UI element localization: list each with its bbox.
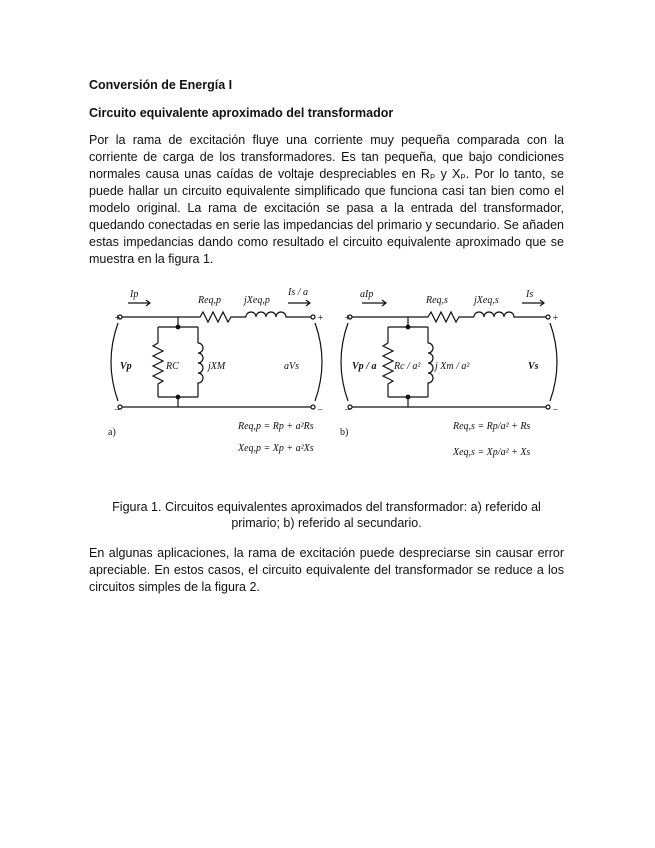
label-b: b) bbox=[340, 427, 349, 438]
inductor-b-series bbox=[474, 312, 546, 317]
terminal-b-out-top bbox=[546, 315, 550, 319]
label-b-x-shunt: j Xm / a² bbox=[435, 361, 470, 372]
label-b-v-in: Vp / a bbox=[352, 361, 377, 372]
sign-a-plus-out: + bbox=[317, 313, 324, 324]
circuit-diagrams bbox=[108, 283, 558, 468]
label-a-x-shunt: jXM bbox=[208, 361, 226, 372]
label-b-r-shunt: Rc / a² bbox=[394, 361, 421, 372]
sign-b-minus-in: − bbox=[344, 405, 351, 416]
equation-a-1: Req,p = Rp + a²Rs bbox=[238, 421, 314, 432]
label-a-v-out: aVs bbox=[284, 361, 299, 372]
terminal-a-out-bottom bbox=[311, 405, 315, 409]
label-a: a) bbox=[108, 427, 116, 438]
node-a-bottom bbox=[176, 395, 180, 399]
section-title: Circuito equivalente aproximado del transformador bbox=[89, 106, 394, 120]
paragraph-2: En algunas aplicaciones, la rama de excitación puede despreciarse sin causar error apreciable. En estos casos, el circuito equivalente del transformador se reduce a los circuitos simples de la figura 2. bbox=[89, 545, 564, 594]
inductor-b-shunt bbox=[428, 343, 433, 387]
inductor-a-shunt bbox=[198, 343, 203, 387]
label-a-r-series: Req,p bbox=[198, 295, 222, 306]
terminal-a-out-top bbox=[311, 315, 315, 319]
sign-a-minus-out: − bbox=[317, 405, 324, 416]
arrow-b-out bbox=[522, 300, 544, 306]
resistor-b-series bbox=[352, 312, 474, 322]
resistor-a-series bbox=[122, 312, 246, 322]
label-a-r-shunt: RC bbox=[166, 361, 179, 372]
label-b-i-out: Is bbox=[526, 289, 534, 300]
node-b-top bbox=[406, 325, 410, 329]
arrow-a-out bbox=[288, 300, 310, 306]
equation-a-2: Xeq,p = Xp + a²Xs bbox=[238, 443, 314, 454]
inductor-a-series bbox=[246, 312, 311, 317]
sign-a-minus-in: − bbox=[114, 405, 121, 416]
node-a-top bbox=[176, 325, 180, 329]
course-title: Conversión de Energía I bbox=[89, 78, 233, 92]
equation-b-2: Xeq,s = Xp/a² + Xs bbox=[453, 447, 531, 458]
voltage-bracket-a-in bbox=[111, 323, 118, 401]
label-a-i-out: Is / a bbox=[288, 287, 308, 298]
label-b-r-series: Req,s bbox=[426, 295, 448, 306]
node-b-bottom bbox=[406, 395, 410, 399]
arrow-a-in bbox=[128, 300, 150, 306]
resistor-a-shunt bbox=[153, 343, 163, 387]
label-b-v-out: Vs bbox=[528, 361, 539, 372]
sign-b-minus-out: − bbox=[552, 405, 559, 416]
sign-b-plus-in: + bbox=[344, 313, 351, 324]
label-a-x-series: jXeq,p bbox=[244, 295, 270, 306]
figure-1 bbox=[108, 283, 558, 468]
sign-b-plus-out: + bbox=[552, 313, 559, 324]
voltage-bracket-b-in bbox=[341, 323, 348, 401]
sign-a-plus-in: + bbox=[114, 313, 121, 324]
document-body bbox=[89, 78, 564, 268]
label-b-i-in: aIp bbox=[360, 289, 374, 300]
label-a-v-in: Vp bbox=[120, 361, 132, 372]
voltage-bracket-b-out bbox=[550, 323, 557, 401]
terminal-b-out-bottom bbox=[546, 405, 550, 409]
label-a-i-in: Ip bbox=[130, 289, 139, 300]
figure-caption: Figura 1. Circuitos equivalentes aproximados del transformador: a) referido al primario; b) referido al secundario. bbox=[112, 499, 541, 530]
voltage-bracket-a-out bbox=[315, 323, 322, 401]
paragraph-1: Por la rama de excitación fluye una corriente muy pequeña comparada con la corriente de carga de los transformadores. Es tan pequeña, que bajo condiciones normales causa unas caídas de voltaje despreciables en Rₚ y Xₚ. Por lo tanto, se puede hallar un circuito equivalente simplificado que funciona casi tan bien como el modelo original. La rama de excitación se pasa a la entrada del transformador, quedando conectadas en serie las impedancias del primario y secundario. Se añaden estas impedancias dando como resultado el circuito equivalente aproximado que se muestra en la figura 1. bbox=[89, 133, 564, 266]
equation-b-1: Req,s = Rp/a² + Rs bbox=[453, 421, 531, 432]
label-b-x-series: jXeq,s bbox=[474, 295, 499, 306]
resistor-b-shunt bbox=[383, 343, 393, 387]
arrow-b-in bbox=[362, 300, 386, 306]
